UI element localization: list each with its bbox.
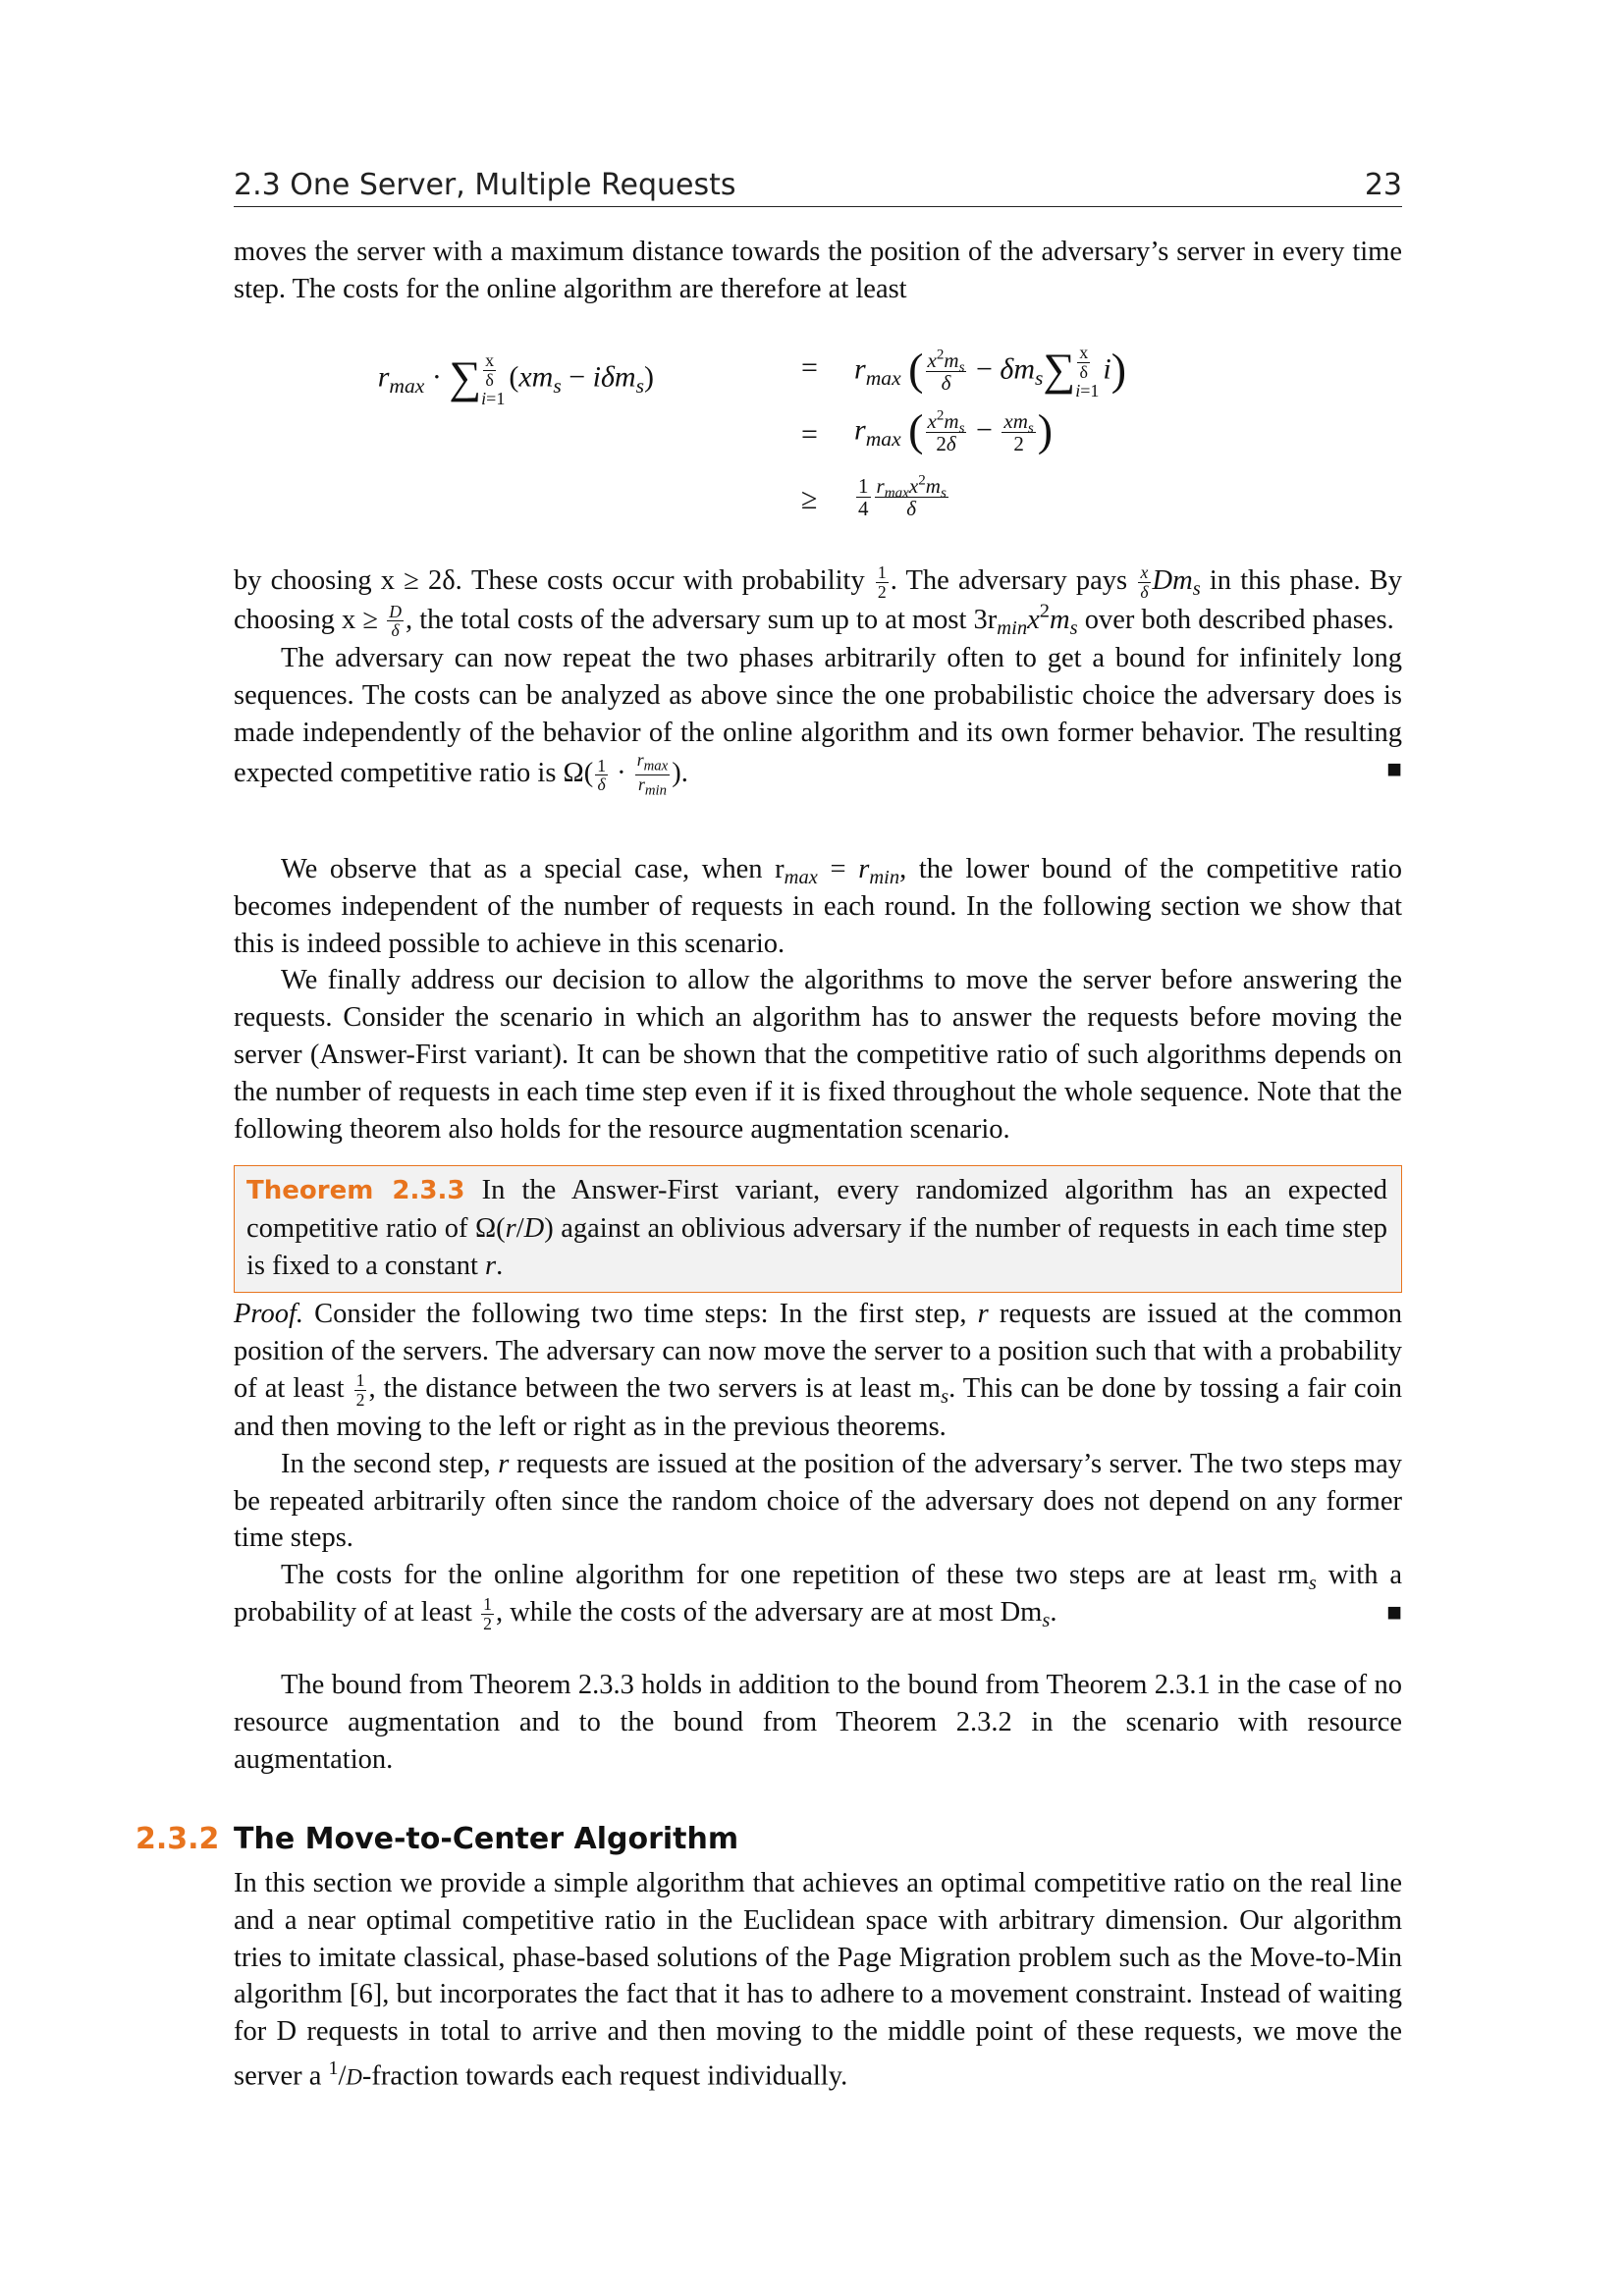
qed-mark: ■ [1386,755,1402,784]
section-title: The Move-to-Center Algorithm [234,1822,739,1856]
equation-line-3: ≥ $\frac{1}{4}$ $\frac{r_{max}x^2m_s}{\delta}$ [801,472,947,521]
theorem-box: Theorem 2.3.3 In the Answer-First variant, every randomized algorithm has an expected competitive ratio of Ω(r/D) against an oblivious adversary if the number of requests in each time step is fixed to a constant r. [234,1165,1402,1293]
section-heading [135,1822,739,1856]
bound-text: The bound from Theorem 2.3.3 holds in addition to the bound from Theorem 2.3.1 in the case of no resource augmentation and to the bound from Theorem 2.3.2 in the scenario with resource augmentation. [234,1670,1402,1775]
section-number: 2.3.2 [135,1822,220,1856]
equation-line-2: = $r_{max}$ ( $\frac{x^2m_s}{2\delta}$ − $\frac{xm_s}{2}$ ) [801,404,1054,456]
intro-text: moves the server with a maximum distance towards the position of the adversary’s server in every time step. The costs for the online algorithm are therefore at least [234,237,1402,304]
proof [234,1296,1402,1633]
running-header [234,165,1402,207]
equation-block [234,344,1402,540]
after-eq-text: by choosing x ≥ 2δ. These costs occur with probability $\frac{1}{2}$ . The adversary pays $\frac{x}{\delta}$ $Dm_s$ in this phase. By choosing x ≥ $\frac{D}{\delta}$ , the total costs of the adversary sum up to at most $3r_{min}x^2m_s$ over both described phases. [234,562,1403,641]
paragraph-bound [234,1667,1402,1778]
proof-costs: The costs for the online algorithm for one repetition of these two steps are at least $rm_s$ with a probability of at least $\frac{1}{2}$ , while the costs of the adversary are at most $Dm_s$. ■ [234,1560,1402,1634]
page-number: 23 [1364,168,1402,202]
finally-text: We finally address our decision to allow the algorithms to move the server before answering the requests. Consider the scenario in which an algorithm has to answer the requests before moving the server (Answer-First variant). It can be shown that the competitive ratio of such algorithms depends on the number of requests in each time step even if it is fixed throughout the whole sequence. Note that the following theorem also holds for the resource augmentation scenario. [234,965,1402,1145]
paragraph-special-case [234,851,1402,1148]
section-text: In this section we provide a simple algorithm that achieves an optimal competitive ratio on the real line and a near optimal competitive ratio in the Euclidean space with arbitrary dimension. Our algorithm tries to imitate classical, phase-based solutions of the Page Migration problem such as the Move-to-Min algorithm [6], but incorporates the fact that it has to adhere to a movement constraint. Instead of waiting for D requests in total to arrive and then moving to the middle point of these requests, we move the server a $^1$/D-fraction towards each request individually. [234,1868,1402,2092]
paragraph-section [234,1865,1402,2096]
paragraph-after-equation [234,562,1402,799]
header-section: 2.3 One Server, Multiple Requests [234,168,736,202]
repeat-text: The adversary can now repeat the two phases arbitrarily often to get a bound for infinitely long sequences. The costs can be analyzed as above since the one probabilistic choice the adversary does is made independently of the behavior of the online algorithm and its own former behavior. The resulting expected competitive ratio is Ω( $\frac{1}{\delta}$ · $\frac{r_{max}}{r_{min}}$ ). ■ [234,643,1402,799]
proof-second-step: In the second step, r requests are issued at the position of the adversary’s server. The two steps may be repeated arbitrarily often since the random choice of the adversary does not depend on any former time steps. [234,1448,1402,1554]
proof-qed-mark: ■ [1386,1598,1402,1628]
equation-line-1: $r_{max}$ · ∑ $\frac{x}{\delta}$ i=1 $(xm_s - i\delta m_s)$ = $r_{max}$ ( $\frac{x^2m_s}{\delta}$ − $\delta m_s\sum$ $\frac{x}{\delta}$ i=1 i) [377,343,1127,408]
theorem-label: Theorem 2.3.3 [246,1176,465,1205]
paragraph-intro [234,234,1402,308]
proof-first-step: Proof. Consider the following two time steps: In the first step, r requests are issued at the common position of the servers. The adversary can now move the server to a position such that with a probability of at least $\frac{1}{2}$ , the distance between the two servers is at least $m_s$. This can be done by tossing a fair coin and then moving to the left or right as in the previous theorems. [234,1299,1402,1443]
special-case-text: We observe that as a special case, when $r_{max} = r_{min}$, the lower bound of the competitive ratio becomes independent of the number of requests in each round. In the following section we show that this is indeed possible to achieve in this scenario. [234,854,1402,959]
proof-label: Proof. [234,1299,303,1329]
